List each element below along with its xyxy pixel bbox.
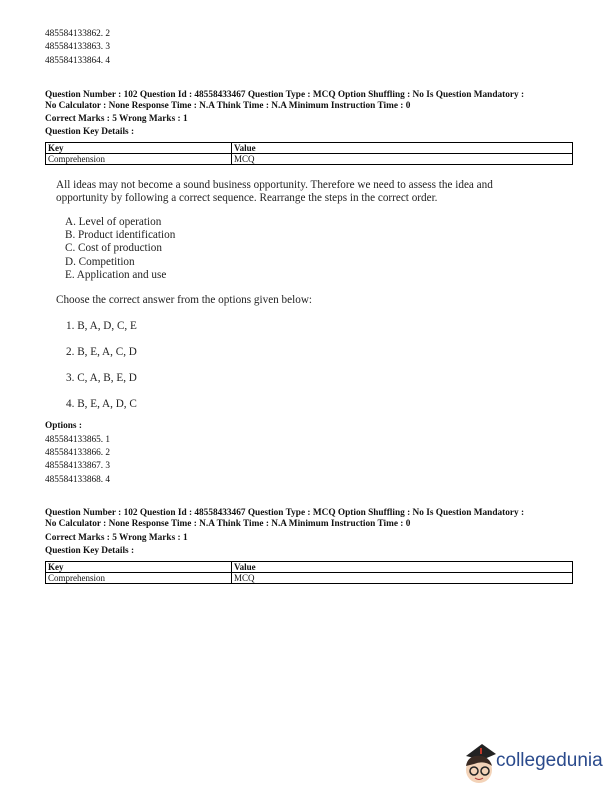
option-id: 485584133864. 4 xyxy=(45,56,111,66)
option-id: 485584133866. 2 xyxy=(45,448,111,458)
step-item: D. Competition xyxy=(65,256,135,268)
mascot-icon xyxy=(460,742,500,786)
option-id: 485584133867. 3 xyxy=(45,461,111,471)
marks: Correct Marks : 5 Wrong Marks : 1 xyxy=(45,533,188,543)
key-table xyxy=(45,561,573,584)
option-id: 485584133865. 1 xyxy=(45,435,111,445)
value-header: Value xyxy=(232,143,573,154)
option-id: 485584133862. 2 xyxy=(45,29,111,39)
key-table xyxy=(45,142,573,165)
question-text: All ideas may not become a sound business opportunity. Therefore we need to assess the idea and xyxy=(56,179,493,191)
value-cell: MCQ xyxy=(232,154,573,165)
question-text: opportunity by following a correct sequence. Rearrange the steps in the correct order. xyxy=(56,192,438,204)
question-header: Question Number : 102 Question Id : 48558433467 Question Type : MCQ Option Shuffling : No Is Question Mandatory : xyxy=(45,508,525,518)
key-header: Key xyxy=(46,143,232,154)
key-cell: Comprehension xyxy=(46,573,232,584)
choose-instruction: Choose the correct answer from the options given below: xyxy=(56,294,313,306)
question-header: Question Number : 102 Question Id : 48558433467 Question Type : MCQ Option Shuffling : No Is Question Mandatory : xyxy=(45,90,525,100)
answer-option: 4. B, E, A, D, C xyxy=(66,398,137,410)
answer-option: 3. C, A, B, E, D xyxy=(66,372,137,384)
question-header: No Calculator : None Response Time : N.A Think Time : N.A Minimum Instruction Time : 0 xyxy=(45,101,411,111)
marks: Correct Marks : 5 Wrong Marks : 1 xyxy=(45,114,188,124)
value-cell: MCQ xyxy=(232,573,573,584)
key-cell: Comprehension xyxy=(46,154,232,165)
options-label: Options : xyxy=(45,421,82,431)
step-item: E. Application and use xyxy=(65,269,167,281)
step-item: C. Cost of production xyxy=(65,242,162,254)
option-id: 485584133868. 4 xyxy=(45,475,111,485)
logo-text: collegedunia xyxy=(496,750,603,771)
answer-option: 2. B, E, A, C, D xyxy=(66,346,137,358)
option-id: 485584133863. 3 xyxy=(45,42,111,52)
step-item: A. Level of operation xyxy=(65,216,162,228)
question-header: No Calculator : None Response Time : N.A Think Time : N.A Minimum Instruction Time : 0 xyxy=(45,519,411,529)
key-details-label: Question Key Details : xyxy=(45,127,135,137)
value-header: Value xyxy=(232,562,573,573)
step-item: B. Product identification xyxy=(65,229,176,241)
answer-option: 1. B, A, D, C, E xyxy=(66,320,137,332)
key-details-label: Question Key Details : xyxy=(45,546,135,556)
key-header: Key xyxy=(46,562,232,573)
collegedunia-logo xyxy=(460,742,610,786)
